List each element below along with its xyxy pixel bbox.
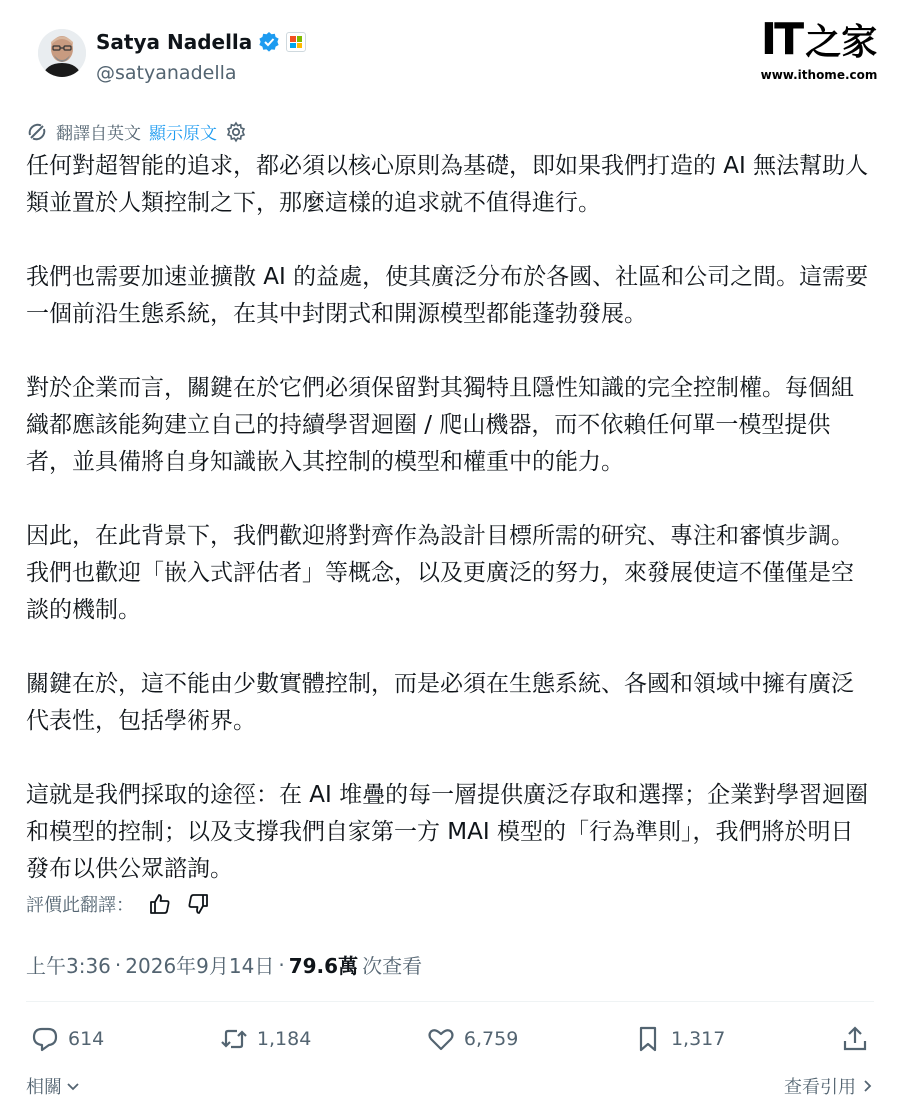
like-button[interactable] bbox=[426, 1024, 518, 1054]
reply-button[interactable] bbox=[30, 1024, 104, 1054]
chevron-down-icon bbox=[66, 1079, 80, 1093]
repost-button[interactable] bbox=[219, 1024, 311, 1054]
reply-icon bbox=[30, 1024, 60, 1054]
action-bar bbox=[30, 1020, 870, 1058]
meta-separator: · bbox=[114, 952, 122, 977]
ithome-logo-it: IT bbox=[760, 13, 802, 65]
translation-bar bbox=[26, 119, 247, 144]
meta-separator: · bbox=[278, 952, 285, 977]
post-paragraph: 對於企業而言，關鍵在於它們必須保留對其獨特且隱性知識的完全控制權。每個組織都應該能夠建立自己的持續學習迴圈 / 爬山機器，而不依賴任何單一模型提供者，並具備將自身知識嵌入其控制的模型和權重中的能力。 bbox=[26, 375, 854, 475]
share-icon bbox=[840, 1024, 870, 1054]
show-original-link[interactable]: 顯示原文 bbox=[149, 124, 217, 144]
avatar[interactable] bbox=[38, 29, 86, 77]
related-label: 相關 bbox=[26, 1077, 62, 1098]
translation-note: 翻譯自英文 bbox=[56, 124, 141, 144]
post-body bbox=[26, 148, 876, 925]
post-header bbox=[30, 22, 870, 94]
view-quotes-link[interactable] bbox=[784, 1073, 874, 1099]
repost-icon bbox=[219, 1024, 249, 1054]
gear-icon[interactable] bbox=[225, 121, 247, 143]
post-meta bbox=[26, 950, 422, 979]
bookmark-icon bbox=[633, 1024, 663, 1054]
bookmark-count: 1,317 bbox=[670, 1028, 726, 1050]
ithome-logo bbox=[754, 14, 884, 64]
related-toggle[interactable] bbox=[26, 1073, 80, 1099]
heart-icon bbox=[426, 1024, 456, 1054]
ithome-logo-chars: 之家 bbox=[805, 21, 878, 63]
verified-badge-icon bbox=[258, 31, 280, 53]
author-name[interactable]: Satya Nadella bbox=[96, 30, 253, 54]
post-paragraph: 這就是我們採取的途徑：在 AI 堆疊的每一層提供廣泛存取和選擇；企業對學習迴圈和模型的控制；以及支撐我們自家第一方 MAI 模型的「行為準則」，我們將於明日發布以供公眾諮詢。 bbox=[26, 782, 869, 882]
post-time[interactable]: 上午3:36 bbox=[26, 954, 111, 978]
name-row bbox=[96, 30, 306, 54]
post-paragraph: 我們也需要加速並擴散 AI 的益處，使其廣泛分布於各國、社區和公司之間。這需要一個前沿生態系統，在其中封閉式和開源模型都能蓬勃發展。 bbox=[26, 264, 869, 327]
thumbs-up-icon[interactable] bbox=[148, 892, 172, 916]
translate-icon bbox=[26, 121, 48, 143]
chevron-right-icon bbox=[860, 1079, 874, 1093]
bookmark-button[interactable] bbox=[633, 1024, 725, 1054]
post-date[interactable]: 2026年9月14日 bbox=[125, 954, 275, 978]
post-paragraph: 因此，在此背景下，我們歡迎將對齊作為設計目標所需的研究、專注和審慎步調。我們也歡迎「嵌入式評估者」等概念，以及更廣泛的努力，來發展使這不僅僅是空談的機制。 bbox=[26, 523, 854, 623]
view-quotes-label: 查看引用 bbox=[784, 1077, 856, 1098]
post-paragraph: 關鍵在於，這不能由少數實體控制，而是必須在生態系統、各國和領域中擁有廣泛代表性，包括學術界。 bbox=[26, 671, 854, 734]
rate-translation-label: 評價此翻譯： bbox=[26, 895, 134, 916]
avatar-image bbox=[38, 29, 86, 77]
rate-translation bbox=[26, 891, 210, 917]
post-paragraph: 任何對超智能的追求，都必須以核心原則為基礎，即如果我們打造的 AI 無法幫助人類並置於人類控制之下，那麼這樣的追求就不值得進行。 bbox=[26, 153, 869, 216]
divider bbox=[26, 1001, 874, 1002]
reply-count: 614 bbox=[68, 1028, 105, 1050]
view-count-label: 次查看 bbox=[362, 954, 423, 978]
ithome-url: www.ithome.com bbox=[760, 68, 878, 82]
author-handle[interactable]: @satyanadella bbox=[96, 62, 237, 84]
like-count: 6,759 bbox=[463, 1028, 519, 1050]
thumbs-down-icon[interactable] bbox=[186, 892, 210, 916]
ithome-watermark bbox=[754, 14, 884, 90]
affiliation-badge-icon[interactable] bbox=[286, 32, 306, 52]
share-button[interactable] bbox=[840, 1024, 870, 1054]
post-footer bbox=[26, 1073, 874, 1099]
view-count: 79.6萬 bbox=[288, 954, 359, 978]
repost-count: 1,184 bbox=[256, 1028, 312, 1050]
